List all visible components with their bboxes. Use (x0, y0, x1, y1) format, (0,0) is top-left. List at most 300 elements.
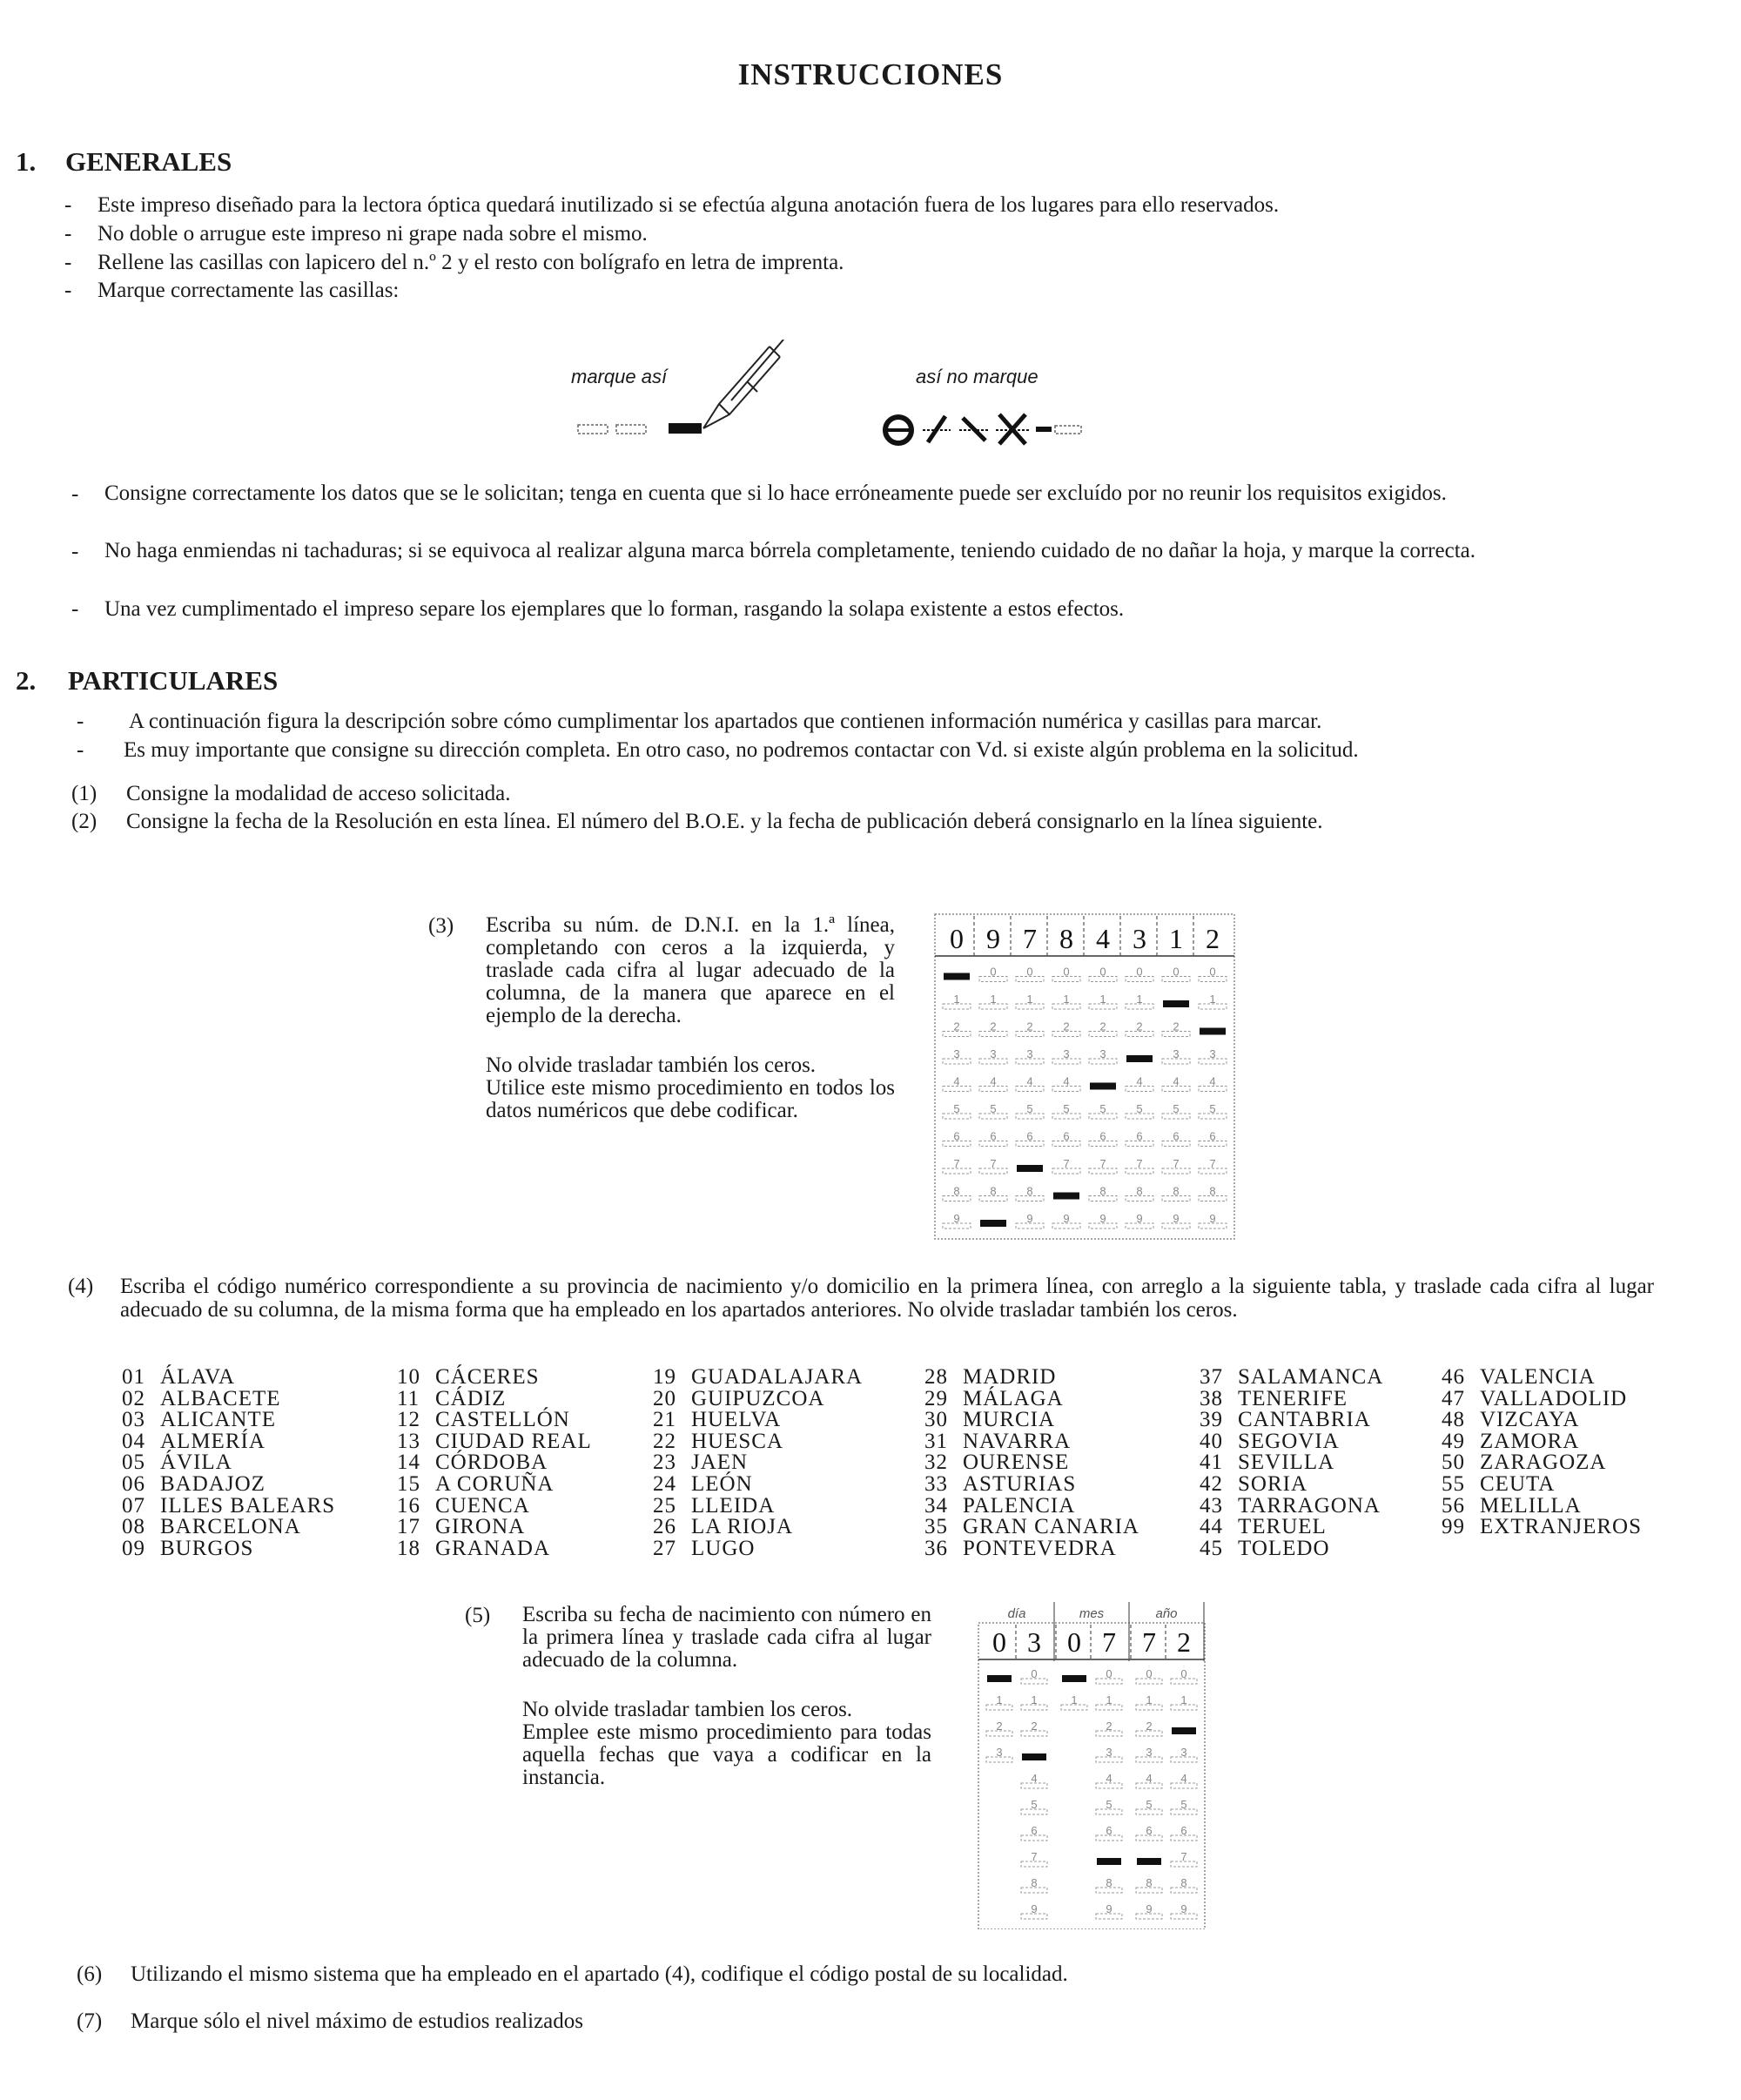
province-name: BURGOS (160, 1536, 254, 1560)
province-name: MELILLA (1480, 1493, 1582, 1518)
page-title: INSTRUCCIONES (737, 57, 1004, 91)
province-column (1200, 1367, 1383, 1559)
province-name: ALBACETE (160, 1386, 281, 1410)
empty-bubble (1126, 993, 1153, 1009)
svg-text:7: 7 (1031, 1850, 1038, 1863)
empty-bubble (979, 1102, 1007, 1119)
empty-bubble (1126, 1102, 1153, 1119)
item-1-text: Consigne la modalidad de acceso solicitada. (126, 782, 511, 805)
province-entry (653, 1517, 863, 1538)
province-code: 43 (1200, 1493, 1223, 1518)
section-1-bullet: Marque correctamente las casillas: (97, 279, 400, 302)
digit-label: 7 (1023, 923, 1037, 954)
empty-bubble (1096, 1693, 1122, 1710)
svg-text:0: 0 (1031, 1667, 1038, 1680)
province-name: PALENCIA (963, 1493, 1076, 1518)
svg-text:0: 0 (1099, 965, 1106, 979)
empty-bubble (979, 993, 1007, 1009)
svg-text:8: 8 (1146, 1876, 1153, 1889)
section-2-bullet: A continuación figura la descripción sobre cómo cumplimentar los apartados que contienen información numérica y casillas para marcar. (129, 710, 1322, 733)
date-example-grid (977, 1600, 1212, 1929)
sample-bad-label: así no marque (916, 366, 1039, 387)
empty-bubble (1016, 1130, 1044, 1147)
empty-bubble (943, 1020, 971, 1037)
province-name: TOLEDO (1238, 1536, 1330, 1560)
filled-bubble (980, 1220, 1006, 1227)
marking-sample-illustration (566, 340, 1132, 461)
empty-bubble (943, 1075, 971, 1092)
digit-label: 3 (1133, 923, 1146, 954)
filled-bubble (1126, 1055, 1153, 1062)
svg-text:3: 3 (990, 1047, 997, 1060)
empty-bubble (979, 1157, 1007, 1174)
item-4-text: Escriba el código numérico correspondiente a su provincia de nacimiento y/o domicilio en la primera línea, con arreglo a la siguiente tabla, y traslade cada cifra al lugar adecuado de su columna, de la misma forma que ha empleado en los apartados anteriores. No olvide trasladar también los ceros. (120, 1275, 1654, 1322)
province-entry (1442, 1471, 1642, 1496)
filled-bubble (944, 973, 970, 980)
province-name: CUENCA (435, 1493, 530, 1518)
item-3-text: Escriba su núm. de D.N.I. en la 1.ª línea, completando con ceros a la izquierda, y traslade cada cifra al lugar adecuado de la columna, de la manera que aparece en el ejemplo de la derecha. (486, 913, 895, 1027)
province-column (924, 1367, 1139, 1559)
svg-text:9: 9 (1099, 1212, 1106, 1225)
empty-bubble (1052, 1157, 1080, 1174)
empty-bubble (1021, 1772, 1047, 1788)
svg-text:1: 1 (1180, 1693, 1187, 1706)
empty-bubble (1199, 1157, 1227, 1174)
province-entry (397, 1452, 592, 1474)
svg-text:8: 8 (1031, 1876, 1038, 1889)
empty-bubble (1136, 1693, 1162, 1710)
province-entry (1200, 1471, 1383, 1496)
province-entry (924, 1538, 1139, 1560)
province-name: LLEIDA (691, 1493, 776, 1518)
province-code: 07 (122, 1493, 145, 1518)
province-name: ALICANTE (160, 1408, 276, 1432)
province-name: LA RIOJA (691, 1515, 794, 1539)
province-entry (924, 1452, 1139, 1474)
svg-text:8: 8 (1106, 1876, 1112, 1889)
province-entry (122, 1452, 335, 1474)
svg-text:1: 1 (1099, 993, 1106, 1006)
svg-text:3: 3 (1106, 1746, 1112, 1759)
filled-bubble (1062, 1675, 1086, 1682)
province-code: 02 (122, 1386, 145, 1410)
svg-text:4: 4 (1063, 1074, 1070, 1088)
svg-text:0: 0 (1063, 965, 1070, 979)
item-3-text: Utilice este mismo procedimiento en todos los datos numéricos que debe codificar. (486, 1076, 895, 1122)
empty-bubble (979, 1130, 1007, 1147)
empty-bubble (1021, 1667, 1047, 1684)
empty-bubble (1199, 1130, 1227, 1147)
svg-text:4: 4 (1173, 1074, 1180, 1088)
empty-bubble (1136, 1720, 1162, 1736)
svg-text:1: 1 (1063, 993, 1070, 1006)
svg-text:3: 3 (1026, 1047, 1033, 1060)
item-3-text: No olvide trasladar también los ceros. (486, 1053, 817, 1077)
svg-text:4: 4 (990, 1074, 997, 1088)
province-name: MÁLAGA (963, 1386, 1064, 1410)
empty-bubble (986, 1693, 1012, 1710)
digit-label: 2 (1177, 1626, 1191, 1658)
item-number: (3) (428, 914, 454, 938)
province-name: CASTELLÓN (435, 1408, 570, 1432)
empty-bubble (1089, 1020, 1117, 1037)
empty-bubble (1021, 1824, 1047, 1841)
empty-bubble (1136, 1902, 1162, 1919)
svg-text:9: 9 (1180, 1902, 1187, 1915)
province-name: OURENSE (963, 1450, 1070, 1475)
province-code: 38 (1200, 1386, 1223, 1410)
province-entry (122, 1367, 335, 1389)
province-name: TENERIFE (1238, 1386, 1348, 1410)
svg-text:9: 9 (1209, 1212, 1216, 1225)
empty-bubble (1021, 1902, 1047, 1919)
svg-text:1: 1 (1209, 993, 1216, 1006)
filled-bubble (1053, 1193, 1079, 1200)
item-number: (6) (77, 1962, 103, 1986)
svg-text:5: 5 (1063, 1102, 1070, 1115)
svg-text:6: 6 (1099, 1129, 1106, 1143)
svg-text:9: 9 (1031, 1902, 1038, 1915)
svg-text:0: 0 (1026, 965, 1033, 979)
empty-bubble (1162, 1185, 1190, 1201)
province-name: GUADALAJARA (691, 1365, 864, 1389)
province-entry (397, 1410, 592, 1431)
province-name: GIRONA (435, 1515, 526, 1539)
svg-text:2: 2 (1099, 1020, 1106, 1033)
empty-bubble (979, 1075, 1007, 1092)
empty-bubble (1171, 1746, 1197, 1762)
empty-bubble (1016, 966, 1044, 982)
province-name: A CORUÑA (435, 1471, 555, 1496)
empty-bubble (1096, 1876, 1122, 1893)
province-entry (397, 1367, 592, 1389)
province-code: 16 (397, 1493, 420, 1518)
province-name: ÁVILA (160, 1450, 232, 1475)
province-name: NAVARRA (963, 1429, 1072, 1453)
item-6-text: Utilizando el mismo sistema que ha empleado en el apartado (4), codifique el código postal de su localidad. (131, 1962, 1068, 1986)
province-code: 08 (122, 1515, 145, 1539)
filled-bubble (1017, 1165, 1043, 1172)
province-column (397, 1367, 592, 1559)
province-entry (122, 1386, 335, 1410)
province-code: 05 (122, 1450, 145, 1475)
svg-text:8: 8 (953, 1184, 960, 1198)
empty-bubble (1096, 1667, 1122, 1684)
bullet-dash: - (64, 279, 72, 302)
item-number: (2) (71, 810, 97, 833)
svg-text:0: 0 (1209, 965, 1216, 979)
province-code: 46 (1442, 1365, 1465, 1389)
province-code: 50 (1442, 1450, 1465, 1475)
empty-bubble (1016, 1102, 1044, 1119)
province-entry (122, 1493, 336, 1518)
province-entry (397, 1386, 592, 1410)
province-column (122, 1367, 335, 1559)
bullet-dash: - (71, 482, 79, 506)
bullet-dash: - (64, 222, 72, 246)
province-code: 15 (397, 1471, 420, 1496)
svg-text:4: 4 (1106, 1772, 1112, 1785)
empty-bubble (1199, 993, 1227, 1009)
digit-label: 3 (1027, 1626, 1041, 1658)
province-name: BARCELONA (160, 1515, 301, 1539)
province-entry (1200, 1493, 1383, 1518)
province-code: 32 (924, 1450, 948, 1475)
filled-bubble (1200, 1028, 1226, 1035)
empty-box (578, 425, 646, 434)
province-code: 25 (653, 1493, 676, 1518)
svg-text:1: 1 (1146, 1693, 1153, 1706)
svg-text:4: 4 (1146, 1772, 1153, 1785)
province-name: MURCIA (963, 1408, 1056, 1432)
province-entry (653, 1471, 863, 1496)
svg-text:8: 8 (1209, 1184, 1216, 1198)
date-group-label: año (1155, 1606, 1178, 1621)
province-code: 17 (397, 1515, 420, 1539)
svg-text:6: 6 (1180, 1824, 1187, 1837)
svg-text:2: 2 (1106, 1720, 1112, 1733)
svg-text:1: 1 (990, 993, 997, 1006)
empty-bubble (1096, 1720, 1122, 1736)
empty-bubble (1171, 1798, 1197, 1814)
province-entry (1442, 1386, 1642, 1410)
province-entry (122, 1431, 335, 1453)
province-name: CEUTA (1480, 1471, 1556, 1496)
empty-bubble (1162, 1075, 1190, 1092)
svg-text:3: 3 (953, 1047, 960, 1060)
svg-text:6: 6 (953, 1129, 960, 1143)
empty-bubble (1199, 1102, 1227, 1119)
svg-text:0: 0 (1180, 1667, 1187, 1680)
digit-label: 0 (992, 1626, 1006, 1658)
empty-bubble (943, 1212, 971, 1228)
province-code: 44 (1200, 1515, 1223, 1539)
empty-bubble (1199, 966, 1227, 982)
province-code: 23 (653, 1450, 676, 1475)
province-name: ZARAGOZA (1480, 1450, 1607, 1475)
svg-text:0: 0 (990, 965, 997, 979)
svg-text:5: 5 (1026, 1102, 1033, 1115)
province-code: 27 (653, 1536, 676, 1560)
item-number: (5) (465, 1604, 491, 1627)
empty-bubble (1052, 1020, 1080, 1037)
empty-bubble (943, 993, 971, 1009)
bullet-dash: - (64, 193, 72, 217)
svg-text:4: 4 (1180, 1772, 1187, 1785)
section-1-bullet: Una vez cumplimentado el impreso separe los ejemplares que lo forman, rasgando la solapa existente a estos efectos. (104, 597, 1125, 621)
province-name: PONTEVEDRA (963, 1536, 1117, 1560)
empty-bubble (1171, 1850, 1197, 1867)
svg-text:5: 5 (1180, 1798, 1187, 1811)
province-entry (122, 1471, 335, 1496)
empty-bubble (1016, 1020, 1044, 1037)
empty-bubble (1089, 1102, 1117, 1119)
province-code: 12 (397, 1408, 420, 1432)
svg-text:7: 7 (1063, 1157, 1070, 1170)
svg-text:4: 4 (1026, 1074, 1033, 1088)
filled-bubble (1090, 1083, 1116, 1090)
empty-bubble (1199, 1185, 1227, 1201)
province-entry (924, 1431, 1139, 1453)
empty-bubble (986, 1746, 1012, 1762)
province-code: 36 (924, 1536, 948, 1560)
province-code: 47 (1442, 1386, 1465, 1410)
province-entry (397, 1538, 592, 1560)
svg-text:9: 9 (1136, 1212, 1143, 1225)
empty-bubble (979, 1020, 1007, 1037)
svg-text:7: 7 (990, 1157, 997, 1170)
empty-bubble (1021, 1798, 1047, 1814)
svg-text:5: 5 (1173, 1102, 1180, 1115)
province-entry (397, 1493, 592, 1518)
section-2-bullet: Es muy importante que consigne su dirección completa. En otro caso, no podremos contactar con Vd. si existe algún problema en la solicitud. (124, 738, 1359, 762)
empty-bubble (1052, 966, 1080, 982)
empty-bubble (1126, 1020, 1153, 1037)
item-5-text: Escriba su fecha de nacimiento con número en la primera línea y traslade cada cifra al lugar adecuado de la columna. (522, 1603, 931, 1672)
svg-text:4: 4 (953, 1074, 960, 1088)
province-entry (1442, 1452, 1642, 1474)
province-code: 22 (653, 1429, 676, 1453)
empty-bubble (986, 1720, 1012, 1736)
empty-bubble (979, 966, 1007, 982)
svg-text:2: 2 (1063, 1020, 1070, 1033)
section-1-heading: GENERALES (65, 146, 232, 177)
svg-text:1: 1 (1026, 993, 1033, 1006)
filled-bubble (987, 1675, 1012, 1682)
province-code: 19 (653, 1365, 676, 1389)
empty-bubble (1089, 1212, 1117, 1228)
svg-text:4: 4 (1031, 1772, 1038, 1785)
province-name: BADAJOZ (160, 1471, 266, 1496)
svg-text:9: 9 (1063, 1212, 1070, 1225)
date-group-label: día (1007, 1606, 1026, 1621)
province-code: 14 (397, 1450, 420, 1475)
empty-bubble (1016, 993, 1044, 1009)
svg-text:8: 8 (990, 1184, 997, 1198)
item-number: (1) (71, 782, 97, 805)
province-name: ASTURIAS (963, 1471, 1077, 1496)
empty-bubble (1126, 966, 1153, 982)
item-number: (7) (77, 2009, 103, 2033)
svg-text:1: 1 (996, 1693, 1003, 1706)
province-name: TARRAGONA (1238, 1493, 1381, 1518)
empty-bubble (1089, 1130, 1117, 1147)
svg-text:0: 0 (1146, 1667, 1153, 1680)
province-name: ALMERÍA (160, 1429, 266, 1453)
svg-text:5: 5 (1209, 1102, 1216, 1115)
province-code: 03 (122, 1408, 145, 1432)
filled-bubble (1163, 1000, 1189, 1007)
svg-text:6: 6 (1209, 1129, 1216, 1143)
svg-text:1: 1 (1031, 1693, 1038, 1706)
province-entry (653, 1367, 863, 1389)
digit-label: 0 (950, 923, 964, 954)
empty-bubble (1171, 1772, 1197, 1788)
svg-text:9: 9 (1106, 1902, 1112, 1915)
empty-bubble (1089, 1185, 1117, 1201)
svg-text:0: 0 (1106, 1667, 1112, 1680)
bullet-dash: - (77, 710, 84, 733)
svg-text:5: 5 (1146, 1798, 1153, 1811)
section-2-heading: PARTICULARES (68, 665, 279, 696)
svg-text:3: 3 (996, 1746, 1003, 1759)
filled-box (669, 423, 702, 434)
section-1-bullet: Rellene las casillas con lapicero del n.º 2 y el resto con bolígrafo en letra de imprenta. (97, 251, 844, 274)
province-code: 41 (1200, 1450, 1223, 1475)
svg-text:8: 8 (1099, 1184, 1106, 1198)
province-name: CÓRDOBA (435, 1450, 548, 1475)
sample-good-label: marque así (571, 366, 668, 387)
province-entry (653, 1386, 863, 1410)
province-code: 37 (1200, 1365, 1223, 1389)
province-code: 11 (397, 1386, 420, 1410)
section-1-bullet: Este impreso diseñado para la lectora óptica quedará inutilizado si se efectúa alguna anotación fuera de los lugares para ello reservados. (97, 193, 1280, 217)
svg-text:2: 2 (1031, 1720, 1038, 1733)
svg-text:0: 0 (1173, 965, 1180, 979)
empty-bubble (1126, 1130, 1153, 1147)
empty-bubble (979, 1047, 1007, 1064)
province-name: EXTRANJEROS (1480, 1515, 1643, 1539)
province-entry (122, 1517, 335, 1538)
svg-text:7: 7 (1173, 1157, 1180, 1170)
province-entry (122, 1410, 335, 1431)
svg-text:1: 1 (1106, 1693, 1112, 1706)
svg-text:2: 2 (1173, 1020, 1180, 1033)
svg-text:7: 7 (1180, 1850, 1187, 1863)
empty-bubble (1021, 1850, 1047, 1867)
empty-bubble (943, 1157, 971, 1174)
province-code: 29 (924, 1386, 948, 1410)
province-name: CÁCERES (435, 1365, 540, 1389)
province-entry (397, 1471, 592, 1496)
filled-bubble (1172, 1727, 1196, 1734)
svg-text:6: 6 (1031, 1824, 1038, 1837)
province-entry (653, 1493, 863, 1518)
province-code: 45 (1200, 1536, 1223, 1560)
empty-bubble (1052, 1075, 1080, 1092)
empty-bubble (1052, 993, 1080, 1009)
empty-bubble (1052, 1130, 1080, 1147)
empty-bubble (1126, 1075, 1153, 1092)
empty-bubble (1052, 1212, 1080, 1228)
empty-bubble (1016, 1212, 1044, 1228)
province-name: SEVILLA (1238, 1450, 1335, 1475)
province-code: 01 (122, 1365, 145, 1389)
province-code: 99 (1442, 1515, 1465, 1539)
svg-text:3: 3 (1180, 1746, 1187, 1759)
province-name: GRANADA (435, 1536, 550, 1560)
empty-bubble (1052, 1047, 1080, 1064)
svg-text:7: 7 (1099, 1157, 1106, 1170)
empty-bubble (1096, 1798, 1122, 1814)
svg-text:1: 1 (953, 993, 960, 1006)
empty-bubble (943, 1047, 971, 1064)
date-group-label: mes (1079, 1606, 1105, 1621)
filled-bubble (1097, 1858, 1121, 1865)
province-name: HUESCA (691, 1429, 784, 1453)
svg-text:2: 2 (990, 1020, 997, 1033)
empty-bubble (1136, 1876, 1162, 1893)
empty-bubble (1089, 966, 1117, 982)
province-name: CIUDAD REAL (435, 1429, 592, 1453)
empty-bubble (1096, 1902, 1122, 1919)
province-code: 48 (1442, 1408, 1465, 1432)
province-name: VALLADOLID (1480, 1386, 1628, 1410)
svg-text:9: 9 (953, 1212, 960, 1225)
item-number: (4) (68, 1275, 94, 1298)
province-name: JAEN (691, 1450, 749, 1475)
province-name: ILLES BALEARS (160, 1493, 336, 1518)
